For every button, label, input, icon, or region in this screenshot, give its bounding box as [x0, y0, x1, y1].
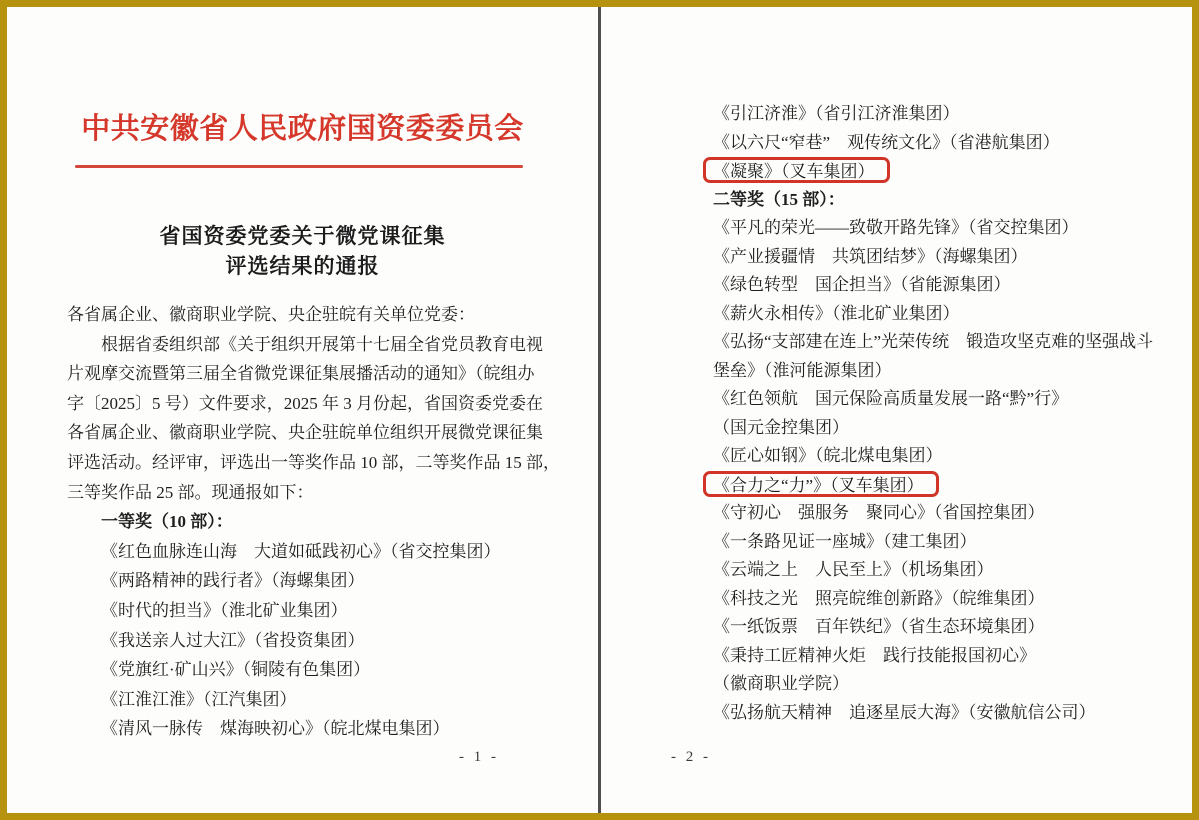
award-item-continuation: （国元金控集团） — [713, 417, 849, 437]
first-prize-heading: 一等奖（10 部）： — [101, 512, 233, 532]
award-item-continuation: 堡垒》（淮河能源集团） — [713, 360, 892, 380]
award-item-text: 《合力之“力”》（叉车集团） — [713, 475, 924, 495]
body-line: 三等奖作品 25 部。现通报如下： — [67, 482, 314, 502]
page-2 — [601, 7, 1192, 813]
letterhead-title: 中共安徽省人民政府国资委委员会 — [81, 113, 524, 145]
body-line: 评选活动。经评审，评选出一等奖作品 10 部，二等奖作品 15 部， — [67, 452, 560, 472]
award-item: 《江淮江淮》（江汽集团） — [101, 689, 297, 709]
document-title-line1: 省国资委党委关于微党课征集 — [159, 224, 446, 248]
page1-body — [67, 300, 560, 744]
award-item-text: 《凝聚》（叉车集团） — [713, 162, 875, 182]
page2-body — [713, 100, 1185, 727]
body-line: 根据省委组织部《关于组织开展第十七届全省党员教育电视 — [101, 334, 543, 354]
second-prize-heading: 二等奖（15 部）： — [713, 189, 845, 209]
award-item: 《产业援疆情 共筑团结梦》（海螺集团） — [713, 246, 1028, 266]
award-item-highlighted — [713, 157, 1185, 186]
award-item-highlighted — [713, 471, 1185, 500]
letterhead-divider-line — [75, 165, 523, 168]
award-item: 《弘扬“支部建在连上”光荣传统 锻造攻坚克难的坚强战斗 — [713, 332, 1154, 351]
award-item: 《秉持工匠精神火炬 践行技能报国初心》 — [713, 645, 1036, 665]
document-title-line2: 评选结果的通报 — [225, 254, 380, 278]
award-item: 《引江济淮》（省引江济淮集团） — [713, 104, 960, 123]
award-item: 《以六尺“窄巷” 观传统文化》（省港航集团） — [713, 132, 1060, 152]
award-item: 《红色血脉连山海 大道如砥践初心》（省交控集团） — [101, 541, 501, 561]
page-number-1: - 1 - — [459, 749, 499, 765]
page-number-2: - 2 - — [671, 749, 711, 765]
award-item: 《红色领航 国元保险高质量发展一路“黔”行》 — [713, 389, 1069, 408]
award-item: 《我送亲人过大江》（省投资集团） — [101, 630, 365, 650]
award-item: 《一条路见证一座城》（建工集团） — [713, 531, 977, 551]
award-item: 《守初心 强服务 聚同心》（省国控集团） — [713, 503, 1045, 522]
salutation-line: 各省属企业、徽商职业学院、央企驻皖有关单位党委： — [67, 305, 475, 324]
award-item: 《科技之光 照亮皖维创新路》（皖维集团） — [713, 588, 1045, 608]
body-line: 各省属企业、徽商职业学院、央企驻皖单位组织开展微党课征集 — [67, 423, 543, 443]
body-line: 片观摩交流暨第三届全省微党课征集展播活动的通知》（皖组办 — [67, 364, 535, 384]
document-title — [7, 221, 598, 281]
award-item: 《绿色转型 国企担当》（省能源集团） — [713, 275, 1011, 294]
award-item: 《时代的担当》（淮北矿业集团） — [101, 600, 348, 620]
award-item: 《两路精神的践行者》（海螺集团） — [101, 571, 365, 591]
annotation-box — [703, 157, 890, 183]
award-item: 《党旗红·矿山兴》（铜陵有色集团） — [101, 660, 371, 680]
page-1 — [7, 7, 598, 813]
award-item: 《清风一脉传 煤海映初心》（皖北煤电集团） — [101, 719, 450, 739]
body-line: 字〔2025〕5 号）文件要求，2025 年 3 月份起，省国资委党委在 — [67, 393, 543, 413]
award-item: 《一纸饭票 百年铁纪》（省生态环境集团） — [713, 617, 1045, 636]
annotation-box — [703, 471, 939, 497]
award-item: 《匠心如钢》（皖北煤电集团） — [713, 446, 943, 465]
award-item: 《薪火永相传》（淮北矿业集团） — [713, 303, 960, 323]
award-item: 《云端之上 人民至上》（机场集团） — [713, 560, 994, 579]
award-item: 《弘扬航天精神 追逐星辰大海》（安徽航信公司） — [713, 702, 1096, 722]
award-item: 《平凡的荣光——致敬开路先锋》（省交控集团） — [713, 218, 1079, 237]
award-item-continuation: （徽商职业学院） — [713, 674, 849, 693]
